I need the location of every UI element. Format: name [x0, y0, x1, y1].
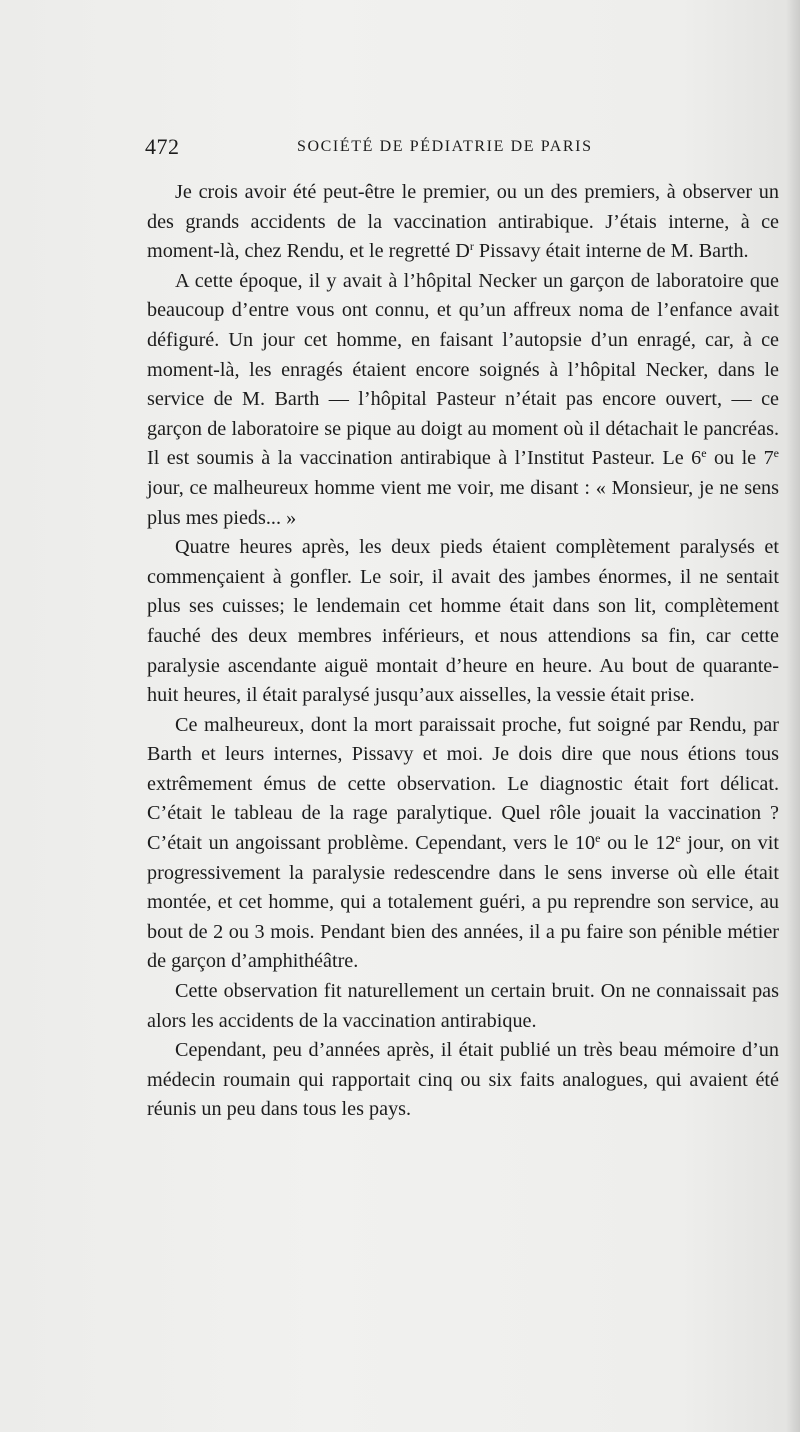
running-head: SOCIÉTÉ DE PÉDIATRIE DE PARIS: [297, 138, 593, 155]
paragraph: [147, 178, 779, 267]
text-run: ou le 12: [600, 832, 676, 855]
text-run: Ce malheureux, dont la mort paraissait proche, fut soigné par Rendu, par Barth et leurs internes, Pissavy et moi. Je dois dire que nous étions tous extrêmement émus de cette observation. Le diagnostic était fort délicat. C’était le tableau de la rage paralytique. Quel rôle jouait la vaccination ? C’était un angoissant problème. Cependant, vers le 10: [147, 713, 779, 855]
text-run: Je crois avoir été peut-être le premier, ou un des premiers, à observer un des grands accidents de la vaccination antirabique. J’étais interne, à ce moment-là, chez Rendu, et le regretté D: [147, 181, 779, 263]
text-run: Cependant, peu d’années après, il était publié un très beau mémoire d’un médecin roumain qui rapportait cinq ou six faits analogues, qui avaient été réunis un peu dans tous les pays.: [147, 1039, 779, 1121]
paragraph: [147, 711, 779, 977]
superscript: e: [701, 446, 707, 461]
paragraph: [147, 977, 779, 1036]
superscript: e: [675, 831, 681, 846]
text-run: Cette observation fit naturellement un certain bruit. On ne connaissait pas alors les accidents de la vaccination antirabique.: [147, 980, 779, 1032]
text-run: jour, ce malheureux homme vient me voir, me disant : « Monsieur, je ne sens plus mes pieds... »: [147, 476, 779, 529]
body-text: [147, 178, 779, 1125]
superscript: e: [773, 446, 779, 461]
paragraph: [147, 1036, 779, 1125]
paragraph: [147, 533, 779, 711]
page-edge-shadow: [786, 0, 800, 1432]
page-header: [145, 134, 785, 164]
superscript: r: [469, 239, 474, 254]
text-run: Pissavy était interne de M. Barth.: [473, 240, 749, 263]
text-run: ou le 7: [706, 447, 774, 470]
text-run: Quatre heures après, les deux pieds étaient complètement paralysés et commençaient à gonfler. Le soir, il avait des jambes énormes, il ne sentait plus ses cuisses; le lendemain cet homme était dans son lit, complètement fauché des deux membres inférieurs, et nous attendions sa fin, car cette paralysie ascendante aiguë montait d’heure en heure. Au bout de quarante-huit heures, il était paralysé jusqu’aux aisselles, la vessie était prise.: [147, 536, 779, 707]
page-number: 472: [145, 134, 180, 159]
text-run: A cette époque, il y avait à l’hôpital Necker un garçon de laboratoire que beaucoup d’entre vous ont connu, et qu’un affreux noma de l’enfance avait défiguré. Un jour cet homme, en faisant l’autopsie d’un enragé, car, à ce moment-là, les enragés étaient encore soignés à l’hôpital Necker, dans le service de M. Barth — l’hôpital Pasteur n’était pas encore ouvert, — ce garçon de laboratoire se pique au doigt au moment où il détachait le pancréas. Il est soumis à la vaccination antirabique à l’Institut Pasteur. Le 6: [147, 269, 779, 470]
text-run: jour, on vit progressivement la paralysie redescendre dans le sens inverse où elle était montée, et cet homme, qui a totalement guéri, a pu reprendre son service, au bout de 2 ou 3 mois. Pendant bien des années, il a pu faire son pénible métier de garçon d’amphithéâtre.: [147, 832, 779, 973]
superscript: e: [595, 831, 601, 846]
paragraph: [147, 267, 779, 533]
